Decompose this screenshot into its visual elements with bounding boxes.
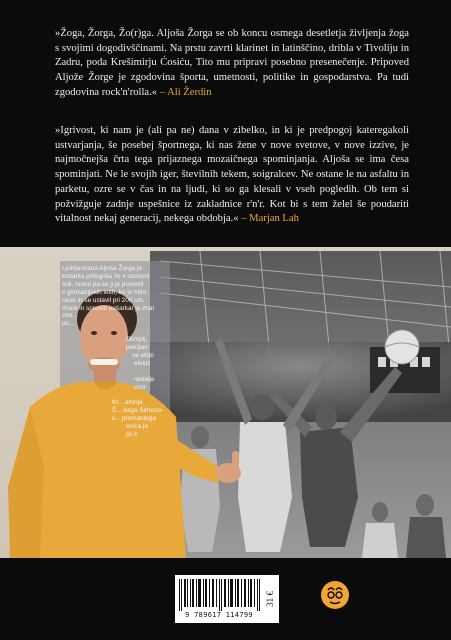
exhibit-panel-line: ijo k <box>126 430 138 438</box>
exhibit-panel-line: Kr... amnja <box>112 399 143 407</box>
exhibit-panel-line: pelcijan. <box>126 344 150 352</box>
exhibit-panel-line: Ljubljančana Aljoša Žorga je <box>62 265 142 272</box>
quote-author: – Marjan Lah <box>241 213 299 225</box>
exhibit-panel-line: v gimnazijskih letih, ko je hitro <box>62 288 147 296</box>
back-cover-text-area <box>0 0 451 247</box>
quote-author: – Ali Žerdin <box>159 86 212 98</box>
exhibit-panel-line: Visok in spreten košarkar je znal <box>62 304 154 312</box>
price-text: 31 € <box>265 591 275 607</box>
back-cover-footer <box>0 558 451 640</box>
exhibit-panel-line: Š... iraga Simono- <box>112 407 164 415</box>
isbn-barcode <box>175 575 279 623</box>
isbn-number: 9 789617 114799 <box>185 611 253 619</box>
exhibit-panel-line: košarka pritegnila že v osnovni <box>62 272 150 280</box>
exhibit-panel-line: Olimpij, <box>126 336 148 344</box>
exhibit-panel-line: šoli, resno pa se ji je posvetil <box>62 280 144 288</box>
quote-ali-zerdin <box>55 27 409 101</box>
price-label <box>263 577 277 621</box>
quote-marjan-lah <box>55 124 409 227</box>
quote-text: »Žoga, Žorga, Žo(r)ga. Aljoša Žorga se ob koncu osmega desetletja življenja žoga s svojimi dogodivščinami. Na prstu zavrti klarinet in latinščino, dribla v Tivoliju in Zadru, poda Krešimirju Ćosiću, Tito mu pripravi posebno presenečenje. Pripoved Aljože Žorge je zgodovina športa, umetnosti, politike in gospodarstva. Pa tudi zgodovina rock'n'rolla.« <box>55 28 409 98</box>
exhibit-panel-line: enica je <box>126 423 149 431</box>
publisher-logo-icon <box>320 580 350 610</box>
exhibit-panel-line <box>62 368 170 376</box>
exhibit-panel-line: vzor <box>134 383 147 391</box>
exhibit-panel-line: nedalje <box>134 375 155 383</box>
cover-photograph <box>0 247 451 558</box>
exhibit-panel-line: se ekipi <box>132 351 154 359</box>
quote-text: »Igrivost, ki nam je (ali pa ne) dana v zibelko, in ki je predpogoj kateregakoli ustvarjanja, še posebej športnega, ki nas žene v nove svetove, v nove izzive, je najmočnejša črta tega prijaznega mozaičnega spominjanja. Aljoša se ima česa spominjati. Ne le svojih iger, številnih tekem, soigralcev. Ne ostane le na asfaltu in parketu, ozre se v čas in na ljudi, ki so ga klesali v vseh pogledih. Ob tem si požvižguje zadnje uspešnice iz zakladnice r'n'r. Kot bi s tem želel še poudariti vitalnost nekaj generacij, nekega obdobja.« <box>55 125 409 225</box>
exhibit-panel-line <box>62 391 170 399</box>
exhibit-panel-line <box>62 328 170 336</box>
exhibit-panel-line: zeo... <box>62 312 78 320</box>
barcode-bars-icon <box>179 579 263 611</box>
exhibit-panel-line: v... premantega <box>112 415 156 423</box>
exhibit-panel-text <box>62 265 170 439</box>
exhibit-panel-line: po... <box>62 320 75 328</box>
exhibit-panel-line: rasel in se ustavil pri 200 cm. <box>62 296 145 304</box>
exhibit-panel-line: elekci <box>134 359 151 367</box>
